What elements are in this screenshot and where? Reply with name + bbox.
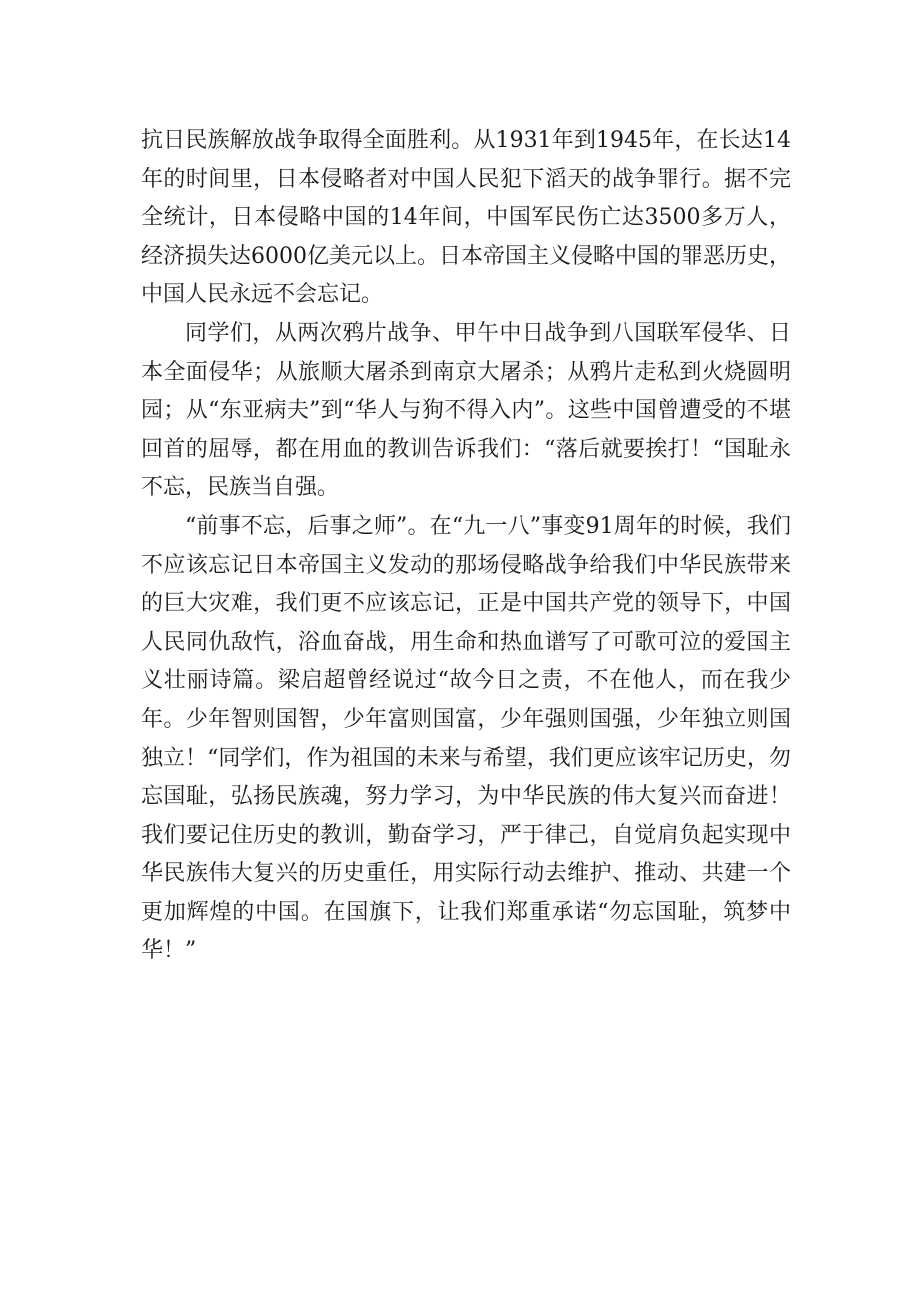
paragraph-continuation: 抗日民族解放战争取得全面胜利。从1931年到1945年，在长达14年的时间里，日本侵略者对中国人民犯下滔天的战争罪行。据不完全统计，日本侵略中国的14年间，中国军民伤亡达3500多万人，经济损失达6000亿美元以上。日本帝国主义侵略中国的罪恶历史，中国人民永远不会忘记。 [141, 128, 791, 308]
body-text [141, 122, 791, 971]
paragraph: 同学们，从两次鸦片战争、甲午中日战争到八国联军侵华、日本全面侵华；从旅顺大屠杀到南京大屠杀；从鸦片走私到火烧圆明园；从“东亚病夫”到“华人与狗不得入内”。这些中国曾遭受的不堪回首的屈辱，都在用血的教训告诉我们：“落后就要挨打！“国耻永不忘，民族当自强。 [141, 320, 791, 501]
paragraph: “前事不忘，后事之师”。在“九一八”事变91周年的时候，我们不应该忘记日本帝国主义发动的那场侵略战争给我们中华民族带来的巨大灾难，我们更不应该忘记，正是中国共产党的领导下，中国人民同仇敌忾，浴血奋战，用生命和热血谱写了可歌可泣的爱国主义壮丽诗篇。梁启超曾经说过“故今日之责，不在他人，而在我少年。少年智则国智，少年富则国富，少年强则国强，少年独立则国独立！“同学们，作为祖国的未来与希望，我们更应该牢记历史，勿忘国耻，弘扬民族魂，努力学习，为中华民族的伟大复兴而奋进！我们要记住历史的教训，勤奋学习，严于律己，自觉肩负起实现中华民族伟大复兴的历史重任，用实际行动去维护、推动、共建一个更加辉煌的中国。在国旗下，让我们郑重承诺“勿忘国耻，筑梦中华！” [141, 513, 791, 964]
